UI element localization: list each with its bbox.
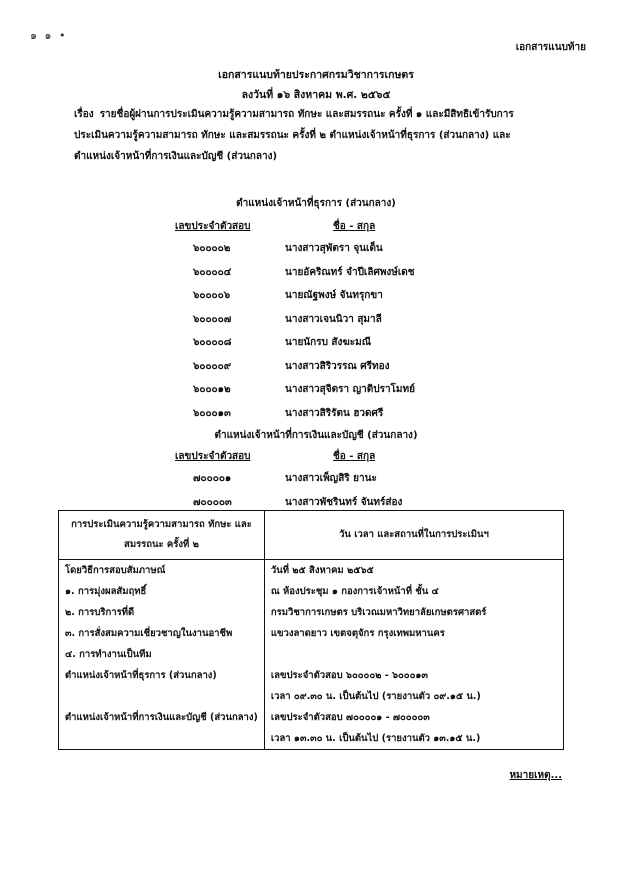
section2-list [175, 449, 475, 514]
exam-id: ๖๐๐๐๐๙ [193, 360, 232, 372]
column-header-id: เลขประจำตัวสอบ [175, 221, 251, 232]
exam-id: ๖๐๐๐๐๔ [193, 266, 232, 278]
schedule-body-row [59, 560, 564, 750]
exam-id: ๗๐๐๐๐๑ [193, 473, 232, 485]
exam-id: ๖๐๐๐๐๖ [193, 290, 231, 302]
list-item [175, 355, 475, 379]
list-item [175, 308, 475, 332]
attachment-label: เอกสารแนบท้าย [515, 42, 586, 53]
list-item [175, 284, 475, 308]
schedule-right-line: เลขประจำตัวสอบ ๖๐๐๐๐๒ - ๖๐๐๐๑๓ [270, 670, 428, 681]
candidate-name: นางสาวสิริวรรณ ศรีทอง [285, 360, 390, 372]
schedule-right-line: ณ ห้องประชุม ๑ กองการเจ้าหน้าที่ ชั้น ๔ [270, 586, 439, 597]
list-item [175, 378, 475, 402]
subject-text: รายชื่อผู้ผ่านการประเมินความรู้ความสามารถ ทักษะ และสมรรถนะ ครั้งที่ ๑ และมีสิทธิเข้ารับการประเมินความรู้ความสามารถ ทักษะ และสมรรถนะ ครั้งที่ ๒ ตำแหน่งเจ้าหน้าที่ธุรการ (ส่วนกลาง) และตำแหน่งเจ้าหน้าที่การเงินและบัญชี (ส่วนกลาง) [74, 109, 514, 162]
schedule-right-line [271, 644, 557, 665]
schedule-left-line [65, 728, 258, 749]
candidate-name: นายนักรบ สังฆะมณี [285, 337, 372, 349]
candidate-name: นางสาวสุจิตรา ญาติปราโมทย์ [285, 384, 415, 396]
document-title: เอกสารแนบท้ายประกาศกรมวิชาการเกษตร [218, 69, 414, 81]
candidate-name: นางสาวเจนนิวา สุมาลี [285, 313, 382, 325]
schedule-header-assessment: การประเมินความรู้ความสามารถ ทักษะ และสมรรถนะ ครั้งที่ ๒ [59, 511, 265, 560]
schedule-header-row [59, 511, 564, 560]
schedule-left-line: ๑. การมุ่งผลสัมฤทธิ์ [65, 586, 147, 597]
schedule-left-line: โดยวิธีการสอบสัมภาษณ์ [65, 565, 166, 576]
section2-title: ตำแหน่งเจ้าหน้าที่การเงินและบัญชี (ส่วนกลาง) [214, 430, 418, 441]
candidate-name: นางสาวเพ็ญสิริ ยานะ [285, 473, 377, 485]
schedule-right-line: เวลา ๑๓.๓๐ น. เป็นต้นไป (รายงานตัว ๑๓.๑๕ น.) [270, 733, 481, 744]
schedule-right-line: แขวงลาดยาว เขตจตุจักร กรุงเทพมหานคร [270, 628, 445, 639]
schedule-right-line: กรมวิชาการเกษตร บริเวณมหาวิทยาลัยเกษตรศาสตร์ [270, 607, 487, 618]
schedule-table [58, 510, 564, 750]
list-item [175, 331, 475, 355]
candidate-name: นางสาวสิริรัตน ฮวดศรี [285, 407, 384, 419]
candidate-name: นายอัคริณทร์ จำปีเลิศพงษ์เดช [285, 266, 415, 278]
schedule-right-line: วันที่ ๒๕ สิงหาคม ๒๕๖๕ [270, 565, 374, 576]
section1-title: ตำแหน่งเจ้าหน้าที่ธุรการ (ส่วนกลาง) [236, 198, 396, 209]
column-header-id: เลขประจำตัวสอบ [175, 451, 251, 462]
section1-list [175, 219, 475, 425]
schedule-right-line: เวลา ๐๙.๓๐ น. เป็นต้นไป (รายงานตัว ๐๙.๑๕ น.) [270, 691, 481, 702]
footnote-label: หมายเหตุ... [509, 770, 562, 781]
section2-header-row [175, 449, 475, 467]
schedule-left-line [65, 686, 258, 707]
candidate-name: นางสาวสุพัตรา จุนเด็น [285, 243, 383, 255]
exam-id: ๖๐๐๐๑๒ [193, 384, 231, 396]
column-header-name: ชื่อ - สกุล [333, 221, 376, 232]
list-item [175, 237, 475, 261]
schedule-left-line: ตำแหน่งเจ้าหน้าที่การเงินและบัญชี (ส่วนกลาง) [65, 712, 258, 723]
exam-id: ๗๐๐๐๐๓ [193, 496, 232, 508]
exam-id: ๖๐๐๐๑๓ [193, 407, 231, 419]
exam-id: ๖๐๐๐๐๘ [193, 337, 232, 349]
schedule-left-line: ๒. การบริการที่ดี [65, 607, 135, 618]
exam-id: ๖๐๐๐๐๗ [193, 313, 232, 325]
schedule-assessment-cell [59, 560, 265, 750]
list-item [175, 261, 475, 285]
section1-header-row [175, 219, 475, 237]
document-date: ลงวันที่ ๑๖ สิงหาคม พ.ศ. ๒๕๖๕ [241, 89, 391, 101]
schedule-header-datetime: วัน เวลา และสถานที่ในการประเมินฯ [264, 511, 563, 560]
candidate-name: นายณัฐพงษ์ จันทรุกขา [285, 290, 383, 302]
subject-paragraph [74, 104, 544, 167]
schedule-right-line: เลขประจำตัวสอบ ๗๐๐๐๐๑ - ๗๐๐๐๐๓ [270, 712, 430, 723]
column-header-name: ชื่อ - สกุล [333, 451, 376, 462]
exam-id: ๖๐๐๐๐๒ [193, 243, 231, 255]
schedule-datetime-cell [264, 560, 563, 750]
list-item [175, 402, 475, 426]
subject-label: เรื่อง [74, 109, 94, 120]
schedule-left-line: ๓. การสั่งสมความเชี่ยวชาญในงานอาชีพ [65, 628, 233, 639]
schedule-left-line: ๔. การทำงานเป็นทีม [65, 649, 152, 660]
candidate-name: นางสาวพัชรินทร์ จันทร์ส่อง [285, 496, 403, 508]
schedule-left-line: ตำแหน่งเจ้าหน้าที่ธุรการ (ส่วนกลาง) [65, 670, 217, 681]
corner-mark: ๑ ๑ • [30, 29, 68, 42]
list-item [175, 467, 475, 491]
